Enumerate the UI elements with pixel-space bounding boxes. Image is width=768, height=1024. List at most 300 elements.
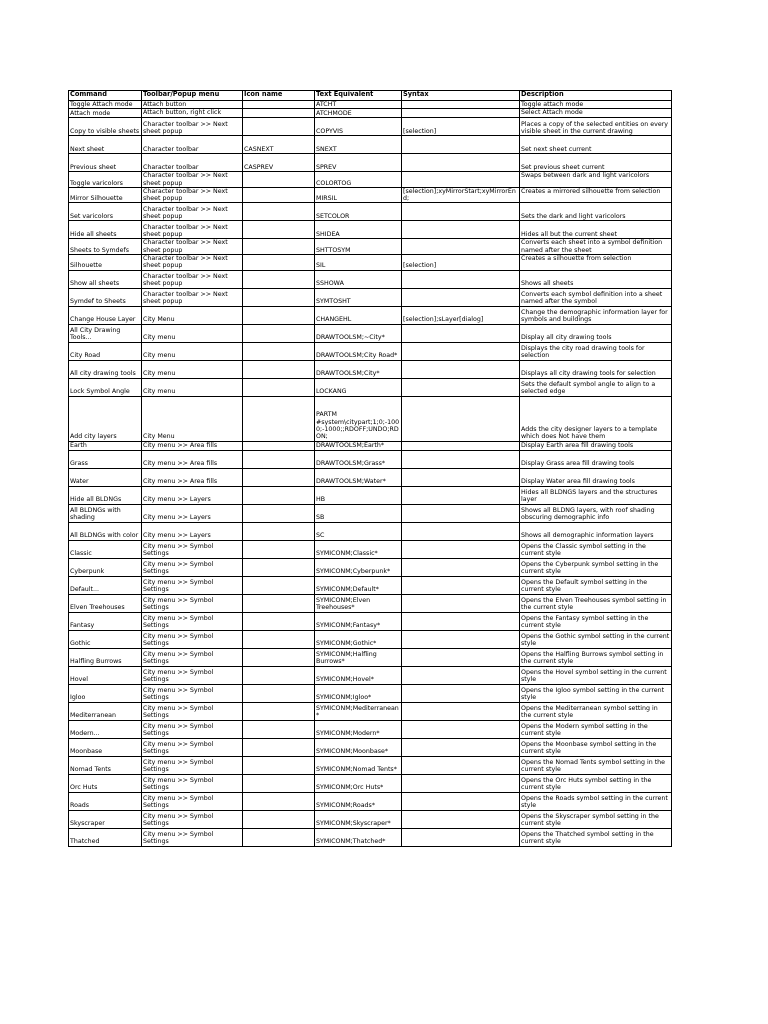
table-row: [69, 109, 672, 118]
cell-text-equivalent: SNEXT: [315, 136, 402, 154]
cell-toolbar-menu: Character toolbar >> Next sheet popup: [142, 221, 243, 239]
cell-syntax: [402, 558, 520, 576]
cell-toolbar-menu: City menu >> Symbol Settings: [142, 576, 243, 594]
cell-toolbar-menu: Character toolbar >> Next sheet popup: [142, 187, 243, 203]
cell-description: Sets the default symbol angle to align to a selected edge: [520, 378, 672, 396]
cell-description: Opens the Classic symbol setting in the current style: [520, 540, 672, 558]
table-row: [69, 756, 672, 774]
header-icon-name: Icon name: [243, 91, 315, 101]
cell-icon-name: [243, 756, 315, 774]
cell-text-equivalent: DRAWTOOLSM;City Road*: [315, 342, 402, 360]
table-row: [69, 270, 672, 288]
cell-syntax: [402, 378, 520, 396]
cell-icon-name: [243, 396, 315, 441]
cell-description: Opens the Roads symbol setting in the current style: [520, 792, 672, 810]
cell-text-equivalent: SC: [315, 522, 402, 540]
table-row: [69, 118, 672, 136]
cell-text-equivalent: DRAWTOOLSM;City*: [315, 360, 402, 378]
cell-syntax: [402, 612, 520, 630]
table-row: [69, 576, 672, 594]
cell-command: All city drawing tools: [69, 360, 142, 378]
cell-syntax: [402, 666, 520, 684]
cell-command: Igloo: [69, 684, 142, 702]
cell-text-equivalent: SYMICONM;Fantasy*: [315, 612, 402, 630]
command-reference-sheet: [68, 90, 671, 847]
cell-icon-name: [243, 576, 315, 594]
cell-description: Opens the Cyberpunk symbol setting in the current style: [520, 558, 672, 576]
cell-text-equivalent: COLORTOG: [315, 172, 402, 188]
cell-icon-name: [243, 118, 315, 136]
cell-text-equivalent: SYMTOSHT: [315, 288, 402, 306]
cell-icon-name: [243, 101, 315, 109]
cell-text-equivalent: SPREV: [315, 154, 402, 172]
header-toolbar-popup-menu: Toolbar/Popup menu: [142, 91, 243, 101]
cell-text-equivalent: PARTM #system\citypart;1;0;-1000;-1000;;RDOFF;UNDO;RDON;: [315, 396, 402, 441]
cell-syntax: [402, 288, 520, 306]
cell-command: Earth: [69, 441, 142, 450]
cell-command: Mediterranean: [69, 702, 142, 720]
cell-toolbar-menu: City menu >> Symbol Settings: [142, 684, 243, 702]
cell-description: Opens the Skyscraper symbol setting in the current style: [520, 810, 672, 828]
cell-description: Opens the Nomad Tents symbol setting in the current style: [520, 756, 672, 774]
cell-syntax: [402, 324, 520, 342]
cell-syntax: [402, 486, 520, 504]
cell-toolbar-menu: Character toolbar >> Next sheet popup: [142, 172, 243, 188]
cell-description: Hides all but the current sheet: [520, 221, 672, 239]
cell-description: Opens the Halfling Burrows symbol setting in the current style: [520, 648, 672, 666]
table-row: [69, 255, 672, 271]
cell-description: Opens the Thatched symbol setting in the current style: [520, 828, 672, 846]
cell-icon-name: [243, 255, 315, 271]
cell-text-equivalent: ATCHMODE: [315, 109, 402, 118]
table-row: [69, 468, 672, 486]
command-table: [68, 90, 672, 847]
cell-command: Nomad Tents: [69, 756, 142, 774]
cell-command: Toggle Attach mode: [69, 101, 142, 109]
cell-command: Add city layers: [69, 396, 142, 441]
cell-syntax: [402, 342, 520, 360]
cell-toolbar-menu: City menu: [142, 378, 243, 396]
cell-toolbar-menu: City menu: [142, 342, 243, 360]
table-row: [69, 558, 672, 576]
cell-toolbar-menu: City menu >> Symbol Settings: [142, 756, 243, 774]
cell-toolbar-menu: City Menu: [142, 306, 243, 324]
cell-toolbar-menu: City menu >> Symbol Settings: [142, 540, 243, 558]
cell-syntax: [402, 101, 520, 109]
header-description: Description: [520, 91, 672, 101]
cell-icon-name: [243, 540, 315, 558]
cell-toolbar-menu: Character toolbar >> Next sheet popup: [142, 288, 243, 306]
cell-icon-name: [243, 648, 315, 666]
cell-description: Toggle attach mode: [520, 101, 672, 109]
cell-description: Converts each symbol definition into a sheet named after the symbol: [520, 288, 672, 306]
cell-icon-name: [243, 666, 315, 684]
cell-text-equivalent: CHANGEHL: [315, 306, 402, 324]
cell-text-equivalent: SYMICONM;Default*: [315, 576, 402, 594]
cell-toolbar-menu: City menu >> Area fills: [142, 450, 243, 468]
cell-icon-name: [243, 288, 315, 306]
cell-toolbar-menu: City menu: [142, 360, 243, 378]
cell-toolbar-menu: Character toolbar >> Next sheet popup: [142, 239, 243, 255]
cell-command: Hide all BLDNGs: [69, 486, 142, 504]
cell-toolbar-menu: City menu >> Symbol Settings: [142, 558, 243, 576]
table-row: [69, 203, 672, 221]
cell-description: Hides all BLDNGS layers and the structures layer: [520, 486, 672, 504]
cell-syntax: [402, 828, 520, 846]
cell-text-equivalent: SETCOLOR: [315, 203, 402, 221]
cell-syntax: [402, 684, 520, 702]
cell-text-equivalent: SB: [315, 504, 402, 522]
cell-icon-name: [243, 630, 315, 648]
cell-text-equivalent: MIRSIL: [315, 187, 402, 203]
table-row: [69, 828, 672, 846]
table-row: [69, 648, 672, 666]
table-row: [69, 221, 672, 239]
cell-text-equivalent: SYMICONM;Classic*: [315, 540, 402, 558]
cell-icon-name: [243, 594, 315, 612]
cell-text-equivalent: SYMICONM;Gothic*: [315, 630, 402, 648]
table-row: [69, 378, 672, 396]
cell-icon-name: [243, 239, 315, 255]
cell-command: Moonbase: [69, 738, 142, 756]
cell-text-equivalent: SYMICONM;Thatched*: [315, 828, 402, 846]
cell-description: Adds the city designer layers to a template which does Not have them: [520, 396, 672, 441]
cell-toolbar-menu: City menu >> Layers: [142, 522, 243, 540]
cell-text-equivalent: DRAWTOOLSM;Earth*: [315, 441, 402, 450]
table-body: [69, 101, 672, 847]
cell-toolbar-menu: City menu >> Symbol Settings: [142, 702, 243, 720]
cell-icon-name: [243, 612, 315, 630]
cell-description: Displays all city drawing tools for selection: [520, 360, 672, 378]
cell-command: City Road: [69, 342, 142, 360]
header-text-equivalent: Text Equivalent: [315, 91, 402, 101]
cell-description: Displays the city road drawing tools for selection: [520, 342, 672, 360]
cell-command: Toggle varicolors: [69, 172, 142, 188]
cell-icon-name: [243, 774, 315, 792]
table-row: [69, 136, 672, 154]
table-row: [69, 684, 672, 702]
cell-command: Roads: [69, 792, 142, 810]
cell-icon-name: [243, 450, 315, 468]
cell-command: Classic: [69, 540, 142, 558]
cell-syntax: [402, 738, 520, 756]
table-row: [69, 738, 672, 756]
table-row: [69, 172, 672, 188]
cell-text-equivalent: SYMICONM;Modern*: [315, 720, 402, 738]
table-row: [69, 702, 672, 720]
cell-toolbar-menu: City menu >> Layers: [142, 486, 243, 504]
cell-command: Silhouette: [69, 255, 142, 271]
cell-description: Creates a silhouette from selection: [520, 255, 672, 271]
table-row: [69, 187, 672, 203]
table-row: [69, 486, 672, 504]
cell-icon-name: [243, 468, 315, 486]
cell-command: Gothic: [69, 630, 142, 648]
cell-command: Set varicolors: [69, 203, 142, 221]
table-row: [69, 441, 672, 450]
cell-text-equivalent: ATCHT: [315, 101, 402, 109]
cell-text-equivalent: SYMICONM;Halfling Burrows*: [315, 648, 402, 666]
table-row: [69, 612, 672, 630]
cell-text-equivalent: SYMICONM;Nomad Tents*: [315, 756, 402, 774]
cell-toolbar-menu: Character toolbar >> Next sheet popup: [142, 118, 243, 136]
cell-description: Shows all demographic information layers: [520, 522, 672, 540]
cell-syntax: [402, 450, 520, 468]
cell-description: Set previous sheet current: [520, 154, 672, 172]
cell-syntax: [402, 109, 520, 118]
cell-description: Opens the Hovel symbol setting in the current style: [520, 666, 672, 684]
cell-syntax: [402, 576, 520, 594]
cell-syntax: [402, 172, 520, 188]
cell-toolbar-menu: City menu >> Area fills: [142, 468, 243, 486]
cell-toolbar-menu: City menu >> Symbol Settings: [142, 792, 243, 810]
table-row: [69, 792, 672, 810]
cell-text-equivalent: SHIDEA: [315, 221, 402, 239]
cell-toolbar-menu: City Menu: [142, 396, 243, 441]
cell-syntax: [selection];sLayer[dialog]: [402, 306, 520, 324]
cell-command: Grass: [69, 450, 142, 468]
cell-syntax: [selection]: [402, 255, 520, 271]
cell-description: Display all city drawing tools: [520, 324, 672, 342]
cell-icon-name: [243, 738, 315, 756]
table-row: [69, 324, 672, 342]
cell-syntax: [402, 504, 520, 522]
cell-command: Default...: [69, 576, 142, 594]
cell-syntax: [402, 540, 520, 558]
cell-icon-name: [243, 441, 315, 450]
cell-command: Orc Huts: [69, 774, 142, 792]
cell-command: Sheets to Symdefs: [69, 239, 142, 255]
table-row: [69, 154, 672, 172]
cell-icon-name: [243, 702, 315, 720]
cell-syntax: [402, 522, 520, 540]
cell-syntax: [402, 792, 520, 810]
cell-toolbar-menu: City menu >> Layers: [142, 504, 243, 522]
cell-command: Attach mode: [69, 109, 142, 118]
cell-command: Change House Layer: [69, 306, 142, 324]
cell-icon-name: [243, 109, 315, 118]
cell-command: Mirror Silhouette: [69, 187, 142, 203]
table-row: [69, 666, 672, 684]
cell-syntax: [402, 441, 520, 450]
cell-syntax: [selection];xyMirrorStart;xyMirrorEnd;: [402, 187, 520, 203]
cell-description: Change the demographic information layer for symbols and buildings: [520, 306, 672, 324]
cell-icon-name: [243, 324, 315, 342]
cell-command: All City Drawing Tools...: [69, 324, 142, 342]
cell-description: Converts each sheet into a symbol definition named after the sheet: [520, 239, 672, 255]
cell-description: Creates a mirrored silhouette from selection: [520, 187, 672, 203]
cell-syntax: [402, 396, 520, 441]
cell-toolbar-menu: City menu >> Symbol Settings: [142, 774, 243, 792]
cell-description: Shows all BLDNG layers, with roof shading obscuring demographic info: [520, 504, 672, 522]
cell-syntax: [402, 270, 520, 288]
cell-toolbar-menu: Character toolbar: [142, 154, 243, 172]
cell-toolbar-menu: City menu >> Symbol Settings: [142, 666, 243, 684]
cell-text-equivalent: SYMICONM;Hovel*: [315, 666, 402, 684]
cell-icon-name: [243, 203, 315, 221]
cell-icon-name: [243, 720, 315, 738]
cell-icon-name: [243, 187, 315, 203]
cell-syntax: [402, 594, 520, 612]
cell-syntax: [402, 154, 520, 172]
cell-description: Opens the Elven Treehouses symbol setting in the current style: [520, 594, 672, 612]
cell-text-equivalent: SSHOWA: [315, 270, 402, 288]
cell-description: Opens the Mediterranean symbol setting in the current style: [520, 702, 672, 720]
cell-icon-name: [243, 828, 315, 846]
cell-command: Skyscraper: [69, 810, 142, 828]
cell-syntax: [402, 239, 520, 255]
cell-text-equivalent: DRAWTOOLSM;Grass*: [315, 450, 402, 468]
cell-text-equivalent: HB: [315, 486, 402, 504]
cell-text-equivalent: SYMICONM;Moonbase*: [315, 738, 402, 756]
table-row: [69, 288, 672, 306]
cell-toolbar-menu: City menu >> Symbol Settings: [142, 828, 243, 846]
cell-toolbar-menu: Character toolbar >> Next sheet popup: [142, 255, 243, 271]
cell-toolbar-menu: Attach button: [142, 101, 243, 109]
table-row: [69, 720, 672, 738]
table-row: [69, 396, 672, 441]
cell-icon-name: [243, 360, 315, 378]
cell-command: All BLDNGs with color: [69, 522, 142, 540]
cell-command: All BLDNGs with shading: [69, 504, 142, 522]
cell-command: Modern...: [69, 720, 142, 738]
table-row: [69, 774, 672, 792]
cell-syntax: [402, 702, 520, 720]
cell-command: Show all sheets: [69, 270, 142, 288]
cell-icon-name: [243, 792, 315, 810]
cell-description: Select Attach mode: [520, 109, 672, 118]
cell-syntax: [402, 203, 520, 221]
cell-command: Water: [69, 468, 142, 486]
cell-icon-name: [243, 522, 315, 540]
table-row: [69, 360, 672, 378]
cell-description: Opens the Fantasy symbol setting in the current style: [520, 612, 672, 630]
cell-command: Symdef to Sheets: [69, 288, 142, 306]
cell-command: Hovel: [69, 666, 142, 684]
cell-toolbar-menu: City menu >> Symbol Settings: [142, 630, 243, 648]
cell-description: Display Grass area fill drawing tools: [520, 450, 672, 468]
header-syntax: Syntax: [402, 91, 520, 101]
cell-description: Opens the Igloo symbol setting in the current style: [520, 684, 672, 702]
cell-icon-name: [243, 558, 315, 576]
cell-text-equivalent: SIL: [315, 255, 402, 271]
cell-text-equivalent: SYMICONM;Roads*: [315, 792, 402, 810]
cell-command: Elven Treehouses: [69, 594, 142, 612]
cell-command: Copy to visible sheets: [69, 118, 142, 136]
header-command: Command: [69, 91, 142, 101]
cell-text-equivalent: SYMICONM;Orc Huts*: [315, 774, 402, 792]
cell-command: Lock Symbol Angle: [69, 378, 142, 396]
cell-description: Swaps between dark and light varicolors: [520, 172, 672, 188]
cell-syntax: [402, 720, 520, 738]
table-row: [69, 239, 672, 255]
cell-icon-name: [243, 486, 315, 504]
cell-toolbar-menu: Character toolbar >> Next sheet popup: [142, 203, 243, 221]
cell-description: Opens the Default symbol setting in the current style: [520, 576, 672, 594]
cell-icon-name: CASPREV: [243, 154, 315, 172]
cell-text-equivalent: SYMICONM;Elven Treehouses*: [315, 594, 402, 612]
cell-syntax: [402, 360, 520, 378]
cell-syntax: [402, 221, 520, 239]
cell-icon-name: [243, 504, 315, 522]
cell-description: Opens the Orc Huts symbol setting in the current style: [520, 774, 672, 792]
cell-command: Cyberpunk: [69, 558, 142, 576]
cell-command: Next sheet: [69, 136, 142, 154]
cell-text-equivalent: SYMICONM;Cyberpunk*: [315, 558, 402, 576]
cell-icon-name: [243, 270, 315, 288]
cell-syntax: [402, 468, 520, 486]
cell-text-equivalent: SHTTOSYM: [315, 239, 402, 255]
cell-command: Halfling Burrows: [69, 648, 142, 666]
cell-text-equivalent: LOCKANG: [315, 378, 402, 396]
cell-icon-name: [243, 221, 315, 239]
cell-text-equivalent: SYMICONM;Skyscraper*: [315, 810, 402, 828]
cell-syntax: [402, 136, 520, 154]
cell-command: Hide all sheets: [69, 221, 142, 239]
cell-icon-name: [243, 342, 315, 360]
cell-syntax: [402, 630, 520, 648]
cell-description: Opens the Modern symbol setting in the current style: [520, 720, 672, 738]
cell-description: Sets the dark and light varicolors: [520, 203, 672, 221]
cell-icon-name: [243, 684, 315, 702]
cell-toolbar-menu: Attach button, right click: [142, 109, 243, 118]
cell-command: Previous sheet: [69, 154, 142, 172]
cell-toolbar-menu: City menu >> Symbol Settings: [142, 612, 243, 630]
cell-text-equivalent: DRAWTOOLSM;Water*: [315, 468, 402, 486]
cell-icon-name: [243, 172, 315, 188]
cell-toolbar-menu: Character toolbar >> Next sheet popup: [142, 270, 243, 288]
cell-toolbar-menu: City menu >> Symbol Settings: [142, 648, 243, 666]
cell-syntax: [402, 756, 520, 774]
cell-syntax: [402, 810, 520, 828]
table-row: [69, 306, 672, 324]
cell-description: Set next sheet current: [520, 136, 672, 154]
cell-toolbar-menu: Character toolbar: [142, 136, 243, 154]
cell-toolbar-menu: City menu: [142, 324, 243, 342]
cell-command: Thatched: [69, 828, 142, 846]
table-row: [69, 342, 672, 360]
cell-text-equivalent: COPYVIS: [315, 118, 402, 136]
cell-text-equivalent: DRAWTOOLSM;~City*: [315, 324, 402, 342]
table-row: [69, 810, 672, 828]
table-row: [69, 540, 672, 558]
cell-syntax: [selection]: [402, 118, 520, 136]
cell-description: Opens the Moonbase symbol setting in the current style: [520, 738, 672, 756]
table-row: [69, 101, 672, 109]
cell-description: Places a copy of the selected entities on every visible sheet in the current drawing: [520, 118, 672, 136]
cell-toolbar-menu: City menu >> Symbol Settings: [142, 594, 243, 612]
table-row: [69, 504, 672, 522]
cell-text-equivalent: SYMICONM;Igloo*: [315, 684, 402, 702]
cell-syntax: [402, 774, 520, 792]
table-row: [69, 594, 672, 612]
cell-toolbar-menu: City menu >> Area fills: [142, 441, 243, 450]
table-row: [69, 522, 672, 540]
cell-description: Display Water area fill drawing tools: [520, 468, 672, 486]
cell-description: Shows all sheets: [520, 270, 672, 288]
table-row: [69, 630, 672, 648]
cell-icon-name: CASNEXT: [243, 136, 315, 154]
cell-toolbar-menu: City menu >> Symbol Settings: [142, 720, 243, 738]
cell-icon-name: [243, 306, 315, 324]
cell-toolbar-menu: City menu >> Symbol Settings: [142, 810, 243, 828]
table-row: [69, 450, 672, 468]
cell-icon-name: [243, 810, 315, 828]
cell-description: Display Earth area fill drawing tools: [520, 441, 672, 450]
cell-toolbar-menu: City menu >> Symbol Settings: [142, 738, 243, 756]
cell-icon-name: [243, 378, 315, 396]
cell-text-equivalent: SYMICONM;Mediterranean*: [315, 702, 402, 720]
